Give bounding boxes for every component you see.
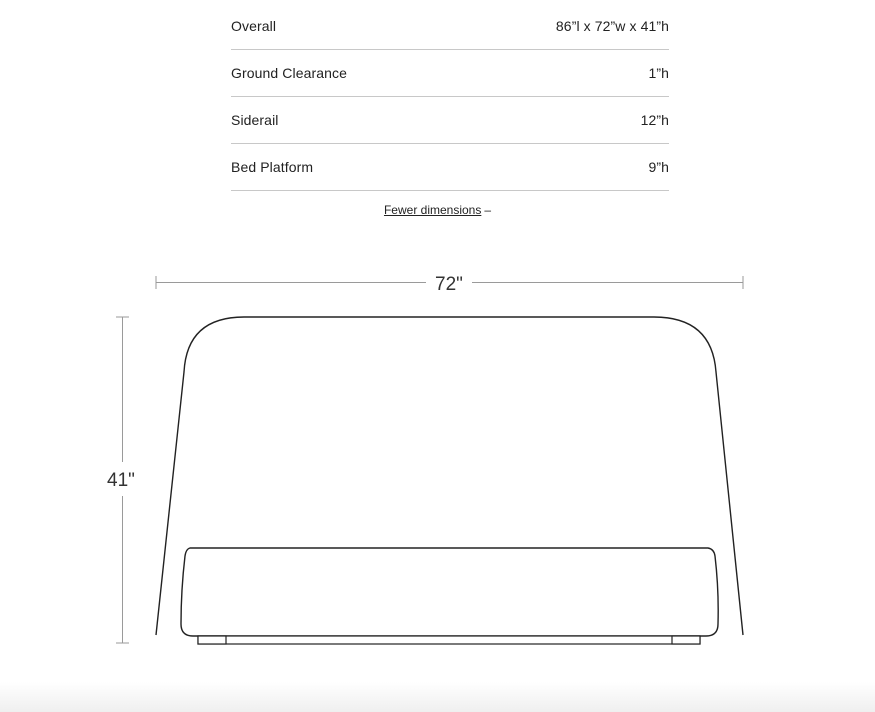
dimension-value: 86”l x 72”w x 41”h [555,18,669,34]
dimension-label: Overall [231,18,277,34]
dimension-value: 12”h [640,112,669,128]
fewer-dimensions-link[interactable]: Fewer dimensions [383,203,482,217]
dimension-value: 9”h [648,159,669,175]
dimension-label: Bed Platform [231,159,314,175]
dimension-label: Ground Clearance [231,65,347,81]
mattress-outline [181,548,718,636]
height-dimension-label: 41" [107,470,135,491]
dimension-value: 1”h [648,65,669,81]
width-dimension-label: 72" [435,274,463,295]
dimension-label: Siderail [231,112,279,128]
right-leg [672,636,700,644]
page-bottom-edge [0,682,875,712]
left-leg [198,636,226,644]
base-rail [198,636,700,644]
collapse-icon[interactable]: – [484,203,492,217]
